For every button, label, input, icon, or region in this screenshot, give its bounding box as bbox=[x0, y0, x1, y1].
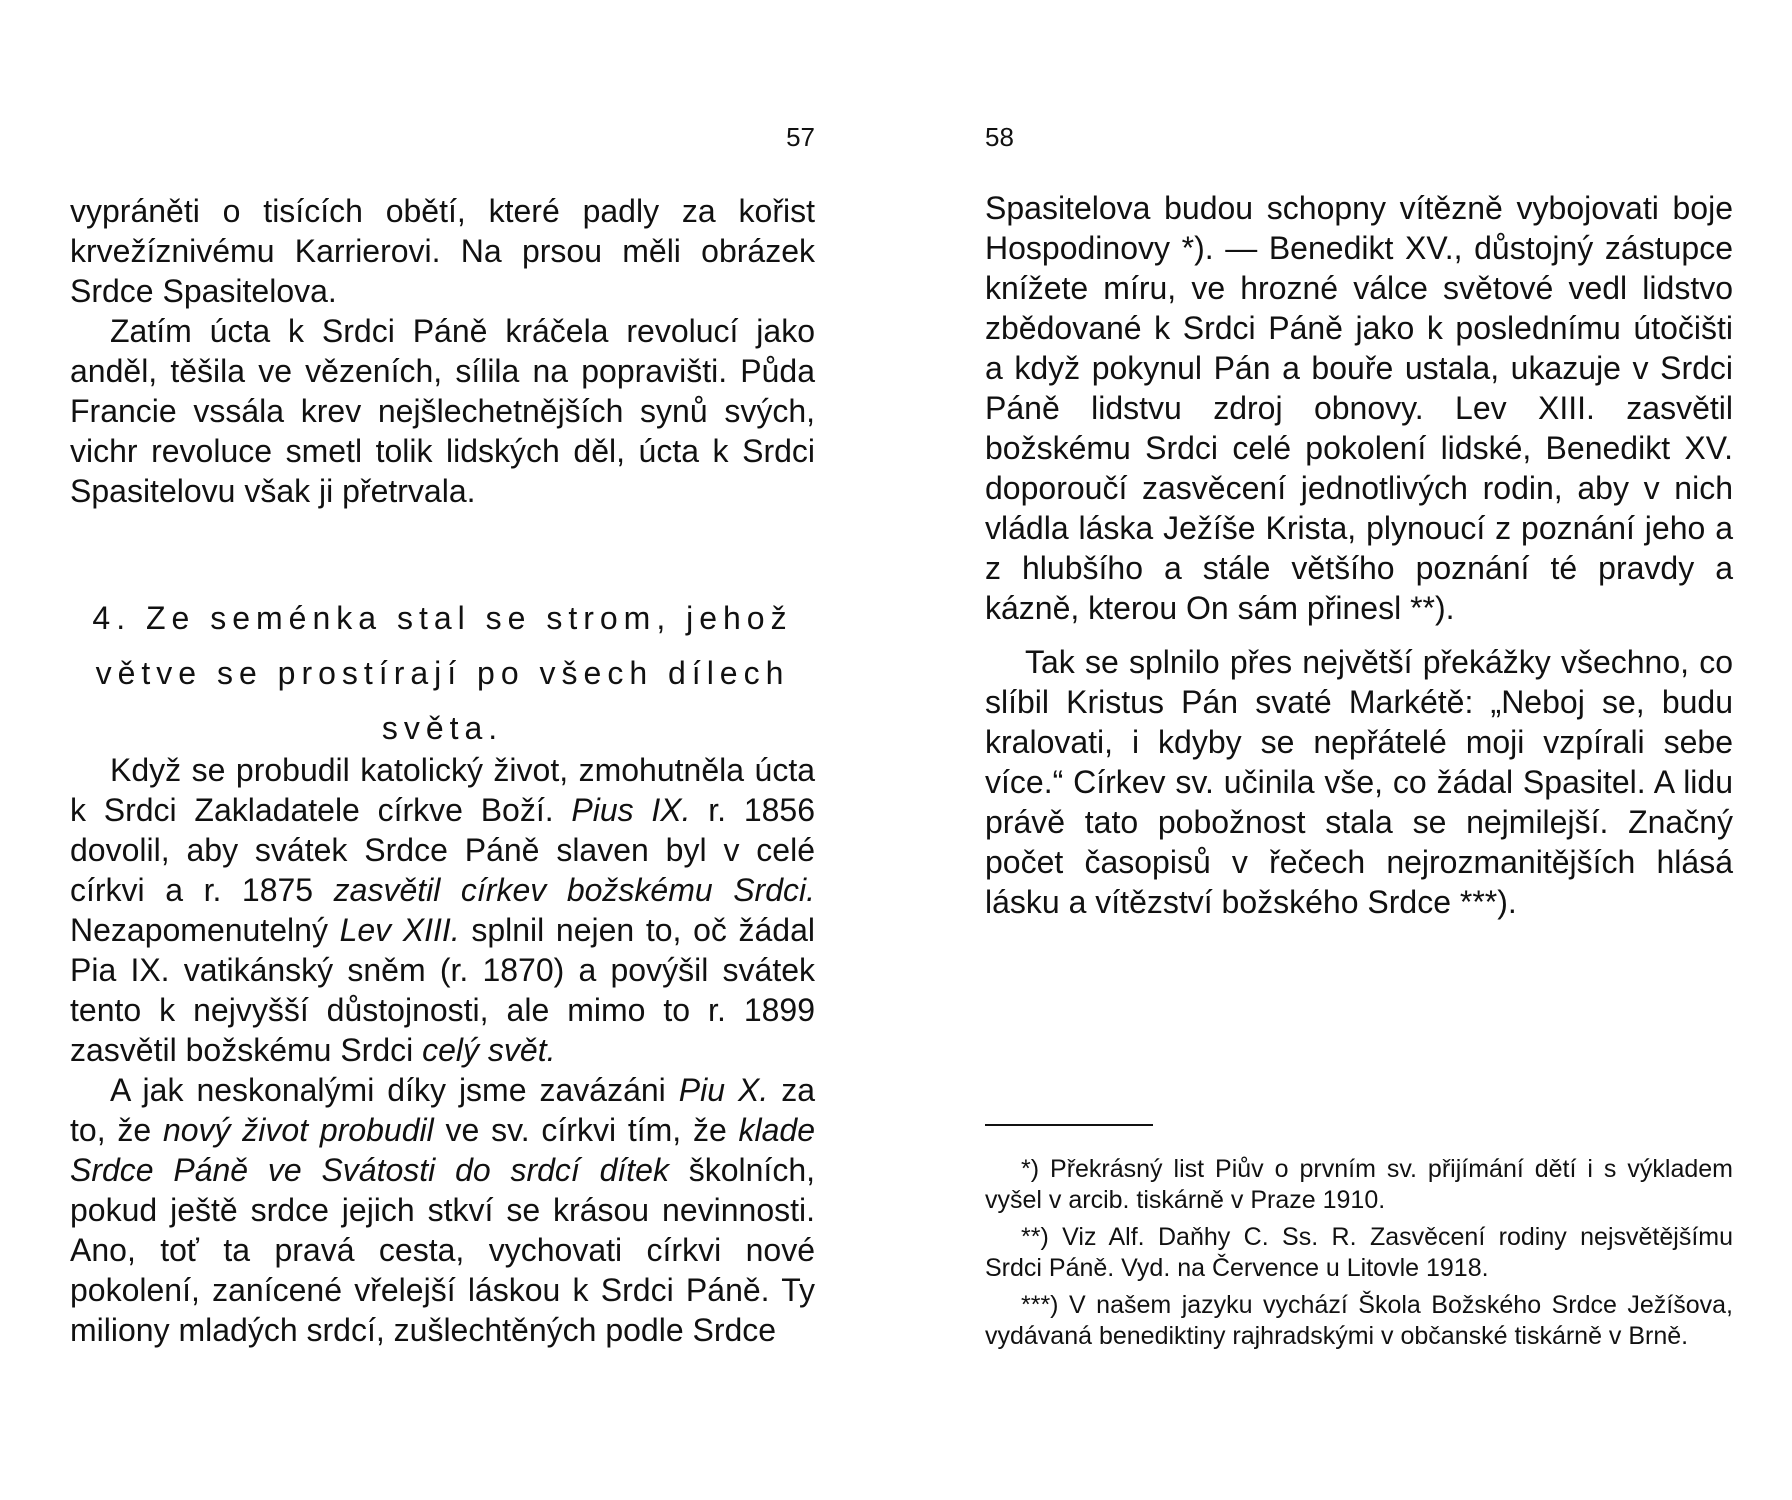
italic-run: klade Srdce Páně ve Svátosti do srdcí dítek bbox=[70, 1112, 816, 1188]
footnote: **) Viz Alf. Daňhy C. Ss. R. Zasvěcení rodiny nejsvětějšímu Srdci Páně. Vyd. na Července u Litovle 1918. bbox=[985, 1223, 1733, 1282]
page-number-right: 58 bbox=[985, 122, 1014, 152]
paragraph: Zatím úcta k Srdci Páně kráčela revolucí jako anděl, těšila ve vězeních, sílila na popravišti. Půda Francie vssála krev nejšlechetnějších synů svých, vichr revoluce smetl tolik lidských děl, úcta k Srdci Spasitelovu však ji přetrvala. bbox=[70, 313, 815, 509]
page-number-left: 57 bbox=[786, 122, 815, 152]
paragraph bbox=[70, 750, 815, 1070]
italic-run: zasvětil církev božskému Srdci. bbox=[333, 872, 816, 908]
italic-run: Lev XIII. bbox=[339, 912, 460, 948]
body-text bbox=[985, 188, 1733, 922]
italic-run: celý svět. bbox=[422, 1032, 556, 1068]
paragraph: vypráněti o tisících obětí, které padly za kořist krvežíznivému Karrierovi. Na prsou měli obrázek Srdce Spasitelova. bbox=[70, 193, 815, 309]
footnote-divider bbox=[985, 1124, 1153, 1126]
text-run: splnil nejen to, oč žádal Pia IX. vatikánský sněm (r. 1870) a povýšil svátek tento k nejvyšší důstojnosti, ale mimo to r. 1899 zasvětil božskému Srdci bbox=[70, 912, 816, 1068]
italic-run: Piu X. bbox=[678, 1072, 769, 1108]
intro-text bbox=[70, 191, 815, 511]
italic-run: Pius IX. bbox=[571, 792, 691, 828]
footnote: ***) V našem jazyku vychází Škola Božského Srdce Ježíšova, vydávaná benediktiny rajhradskými v občanské tiskárně v Brně. bbox=[985, 1291, 1733, 1350]
text-run: ve sv. církvi tím, že bbox=[433, 1112, 739, 1148]
footnotes bbox=[985, 1154, 1733, 1358]
text-run: za to, že bbox=[70, 1072, 816, 1148]
text-run: Nezapomenutelný bbox=[70, 912, 340, 948]
body-text bbox=[70, 750, 815, 1350]
text-run: školních, pokud ještě srdce jejich stkví se krásou nevinnosti. Ano, toť ta pravá cesta, vychovati církvi nové pokolení, zanícené vřelejší láskou k Srdci Páně. Ty miliony mladých srdcí, zušlechtěných podle Srdce bbox=[70, 1152, 816, 1348]
text-run: Když se probudil katolický život, zmohutněla úcta k Srdci Zakladatele církve Boží. bbox=[70, 752, 815, 828]
footnote: *) Překrásný list Piův o prvním sv. přijímání dětí i s výkladem vyšel v arcib. tiskárně v Praze 1910. bbox=[985, 1155, 1733, 1214]
section-heading: 4. Ze seménka stal se strom, jehož větve se prostírají po všech dílech světa. bbox=[92, 600, 793, 746]
paragraph bbox=[70, 1070, 815, 1350]
text-run: A jak neskonalými díky jsme zavázáni bbox=[110, 1072, 679, 1108]
italic-run: nový život probudil bbox=[162, 1112, 434, 1148]
paragraph: Spasitelova budou schopny vítězně vybojovati boje Hospodinovy *). — Benedikt XV., důstojný zástupce knížete míru, ve hrozné válce světové vedl lidstvo zbědované k Srdci Páně jako k poslednímu útočišti a když pokynul Pán a bouře ustala, ukazuje v Srdci Páně lidstvu zdroj obnovy. Lev XIII. zasvětil božskému Srdci celé pokolení lidské, Benedikt XV. doporoučí zasvěcení jednotlivých rodin, aby v nich vládla láska Ježíše Krista, plynoucí z poznání jeho a z hlubšího a stále většího poznání té pravdy a kázně, kterou On sám přinesl **). bbox=[985, 190, 1733, 626]
text-run: r. 1856 dovolil, aby svátek Srdce Páně slaven byl v celé církvi a r. 1875 bbox=[70, 792, 816, 908]
paragraph: Tak se splnilo přes největší překážky všechno, co slíbil Kristus Pán svaté Markétě: „Neboj se, budu kralovati, i kdyby se nepřátelé moji vzpírali sebe více.“ Církev sv. učinila vše, co žádal Spasitel. A lidu právě tato pobožnost stala se nejmilejší. Značný počet časopisů v řečech nejrozmanitějších hlásá lásku a vítězství božského Srdce ***). bbox=[985, 644, 1733, 920]
